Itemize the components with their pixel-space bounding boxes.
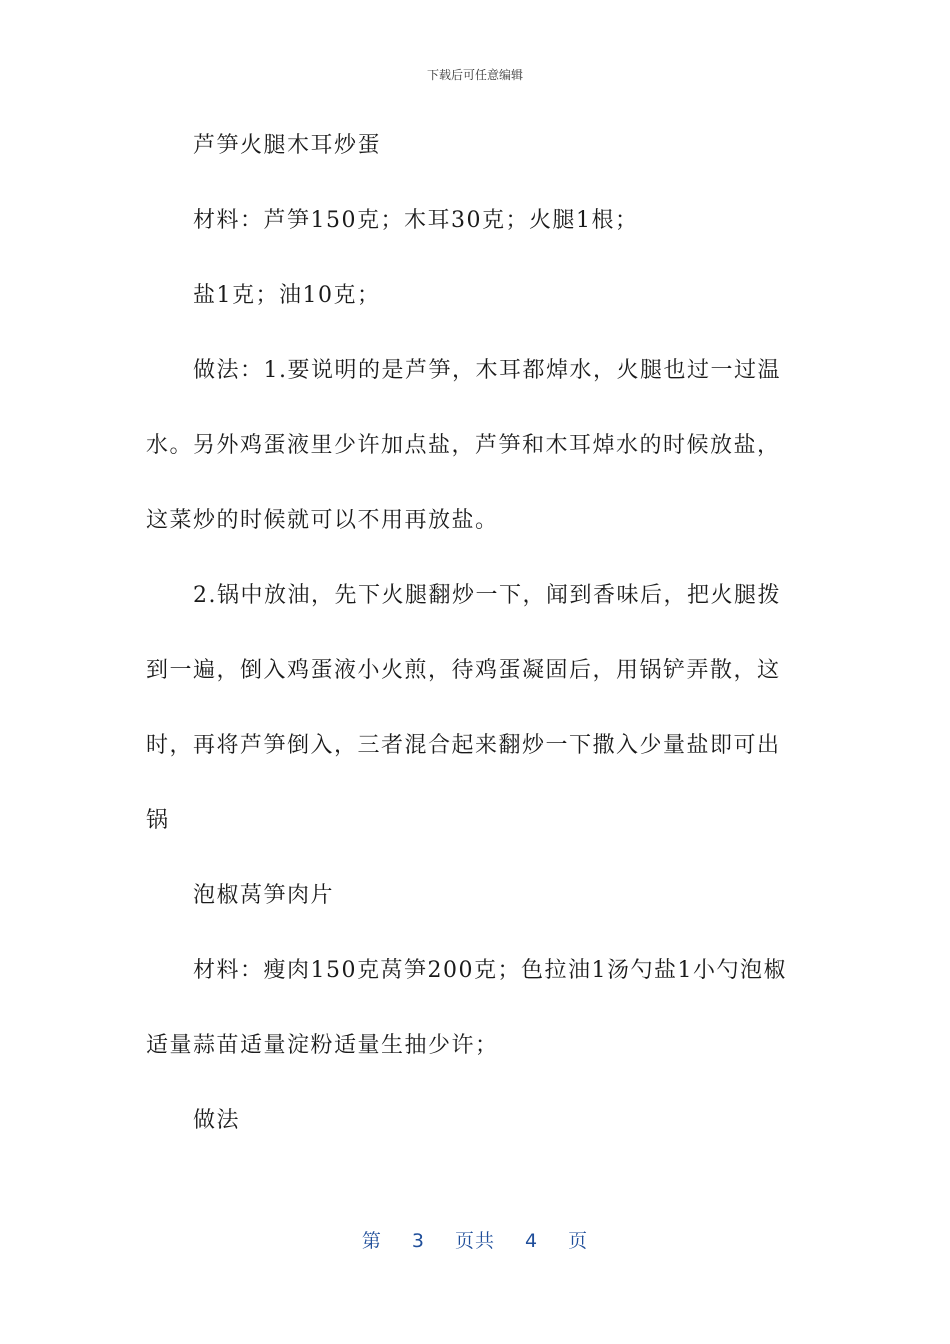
method-step2-line-4: 锅: [146, 808, 170, 833]
total-pages-number: 4: [525, 1230, 539, 1252]
ingredients-line-2: 盐1克；油10克；: [193, 283, 381, 308]
method-step2-line-1: 2.锅中放油，先下火腿翻炒一下，闻到香味后，把火腿拨: [193, 583, 781, 608]
method-line-1: 做法：1.要说明的是芦笋，木耳都焯水，火腿也过一过温: [193, 358, 781, 383]
recipe-title-2: 泡椒莴笋肉片: [193, 883, 335, 908]
method2-heading: 做法: [193, 1108, 241, 1133]
method-step2-line-3: 时，再将芦笋倒入，三者混合起来翻炒一下撒入少量盐即可出: [146, 733, 781, 758]
method-line-2: 水。另外鸡蛋液里少许加点盐，芦笋和木耳焯水的时候放盐，: [146, 433, 781, 458]
method-line-3: 这菜炒的时候就可以不用再放盐。: [146, 508, 499, 533]
ingredients2-line-1: 材料：瘦肉150克莴笋200克；色拉油1汤勺盐1小勺泡椒: [193, 958, 787, 983]
header-note: 下载后可任意编辑: [426, 68, 523, 82]
footer-middle: 页共: [454, 1230, 495, 1252]
method-step2-line-2: 到一遍，倒入鸡蛋液小火煎，待鸡蛋凝固后，用锅铲弄散，这: [146, 658, 781, 683]
footer-suffix: 页: [568, 1230, 589, 1252]
ingredients-line-1: 材料：芦笋150克；木耳30克；火腿1根；: [193, 208, 639, 233]
current-page-number: 3: [411, 1230, 425, 1252]
footer-prefix: 第: [361, 1230, 382, 1252]
recipe-title-1: 芦笋火腿木耳炒蛋: [193, 133, 382, 158]
page-footer: [0, 1226, 950, 1253]
ingredients2-line-2: 适量蒜苗适量淀粉适量生抽少许；: [146, 1033, 499, 1058]
